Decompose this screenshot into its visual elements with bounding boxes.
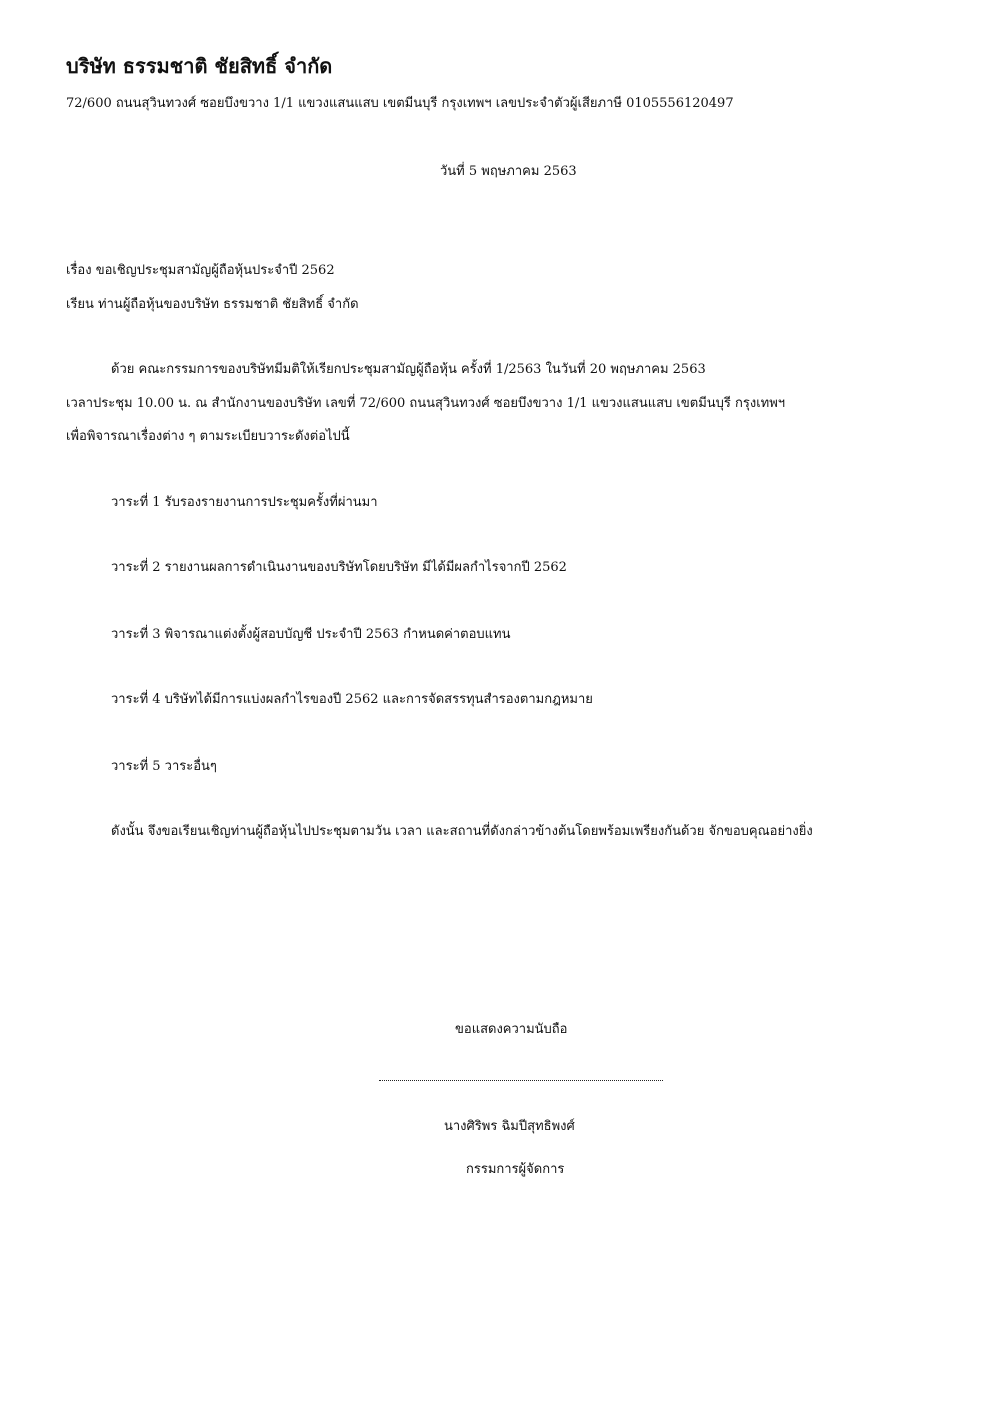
body-paragraph-line-3: เพื่อพิจารณาเรื่องต่าง ๆ ตามระเบียบวาระดังต่อไปนี้ [66, 429, 350, 444]
signer-title: กรรมการผู้จัดการ [466, 1162, 565, 1177]
agenda-item-5: วาระที่ 5 วาระอื่นๆ [111, 759, 217, 774]
body-paragraph-line-2: เวลาประชุม 10.00 น. ณ สำนักงานของบริษัท เลขที่ 72/600 ถนนสุวินทวงศ์ ซอยบึงขวาง 1/1 แขวงแสนแสบ เขตมีนบุรี กรุงเทพฯ [66, 396, 786, 411]
body-paragraph-line-1: ด้วย คณะกรรมการของบริษัทมีมติให้เรียกประชุมสามัญผู้ถือหุ้น ครั้งที่ 1/2563 ในวันที่ 20 พฤษภาคม 2563 [111, 362, 706, 377]
agenda-item-1: วาระที่ 1 รับรองรายงานการประชุมครั้งที่ผ่านมา [111, 495, 378, 510]
agenda-item-3: วาระที่ 3 พิจารณาแต่งตั้งผู้สอบบัญชี ประจำปี 2563 กำหนดค่าตอบแทน [111, 627, 511, 642]
letter-recipient: เรียน ท่านผู้ถือหุ้นของบริษัท ธรรมชาติ ชัยสิทธิ์ จำกัด [66, 297, 359, 312]
agenda-item-2: วาระที่ 2 รายงานผลการดำเนินงานของบริษัทโดยบริษัท มีได้มีผลกำไรจากปี 2562 [111, 560, 567, 575]
company-name: บริษัท ธรรมชาติ ชัยสิทธิ์ จำกัด [66, 54, 333, 78]
letter-date: วันที่ 5 พฤษภาคม 2563 [440, 164, 577, 179]
closing-paragraph: ดังนั้น จึงขอเรียนเชิญท่านผู้ถือหุ้นไปประชุมตามวัน เวลา และสถานที่ดังกล่าวข้างต้นโดยพร้อมเพรียงกันด้วย จักขอบคุณอย่างยิ่ง [111, 824, 813, 839]
agenda-item-4: วาระที่ 4 บริษัทได้มีการแบ่งผลกำไรของปี 2562 และการจัดสรรทุนสำรองตามกฎหมาย [111, 692, 593, 707]
signer-name: นางศิริพร ฉิมปีสุทธิพงศ์ [444, 1119, 575, 1134]
company-address: 72/600 ถนนสุวินทวงศ์ ซอยบึงขวาง 1/1 แขวงแสนแสบ เขตมีนบุรี กรุงเทพฯ เลขประจำตัวผู้เสียภาษี 0105556120497 [66, 96, 734, 111]
signature-line [379, 1080, 663, 1081]
regards-text: ขอแสดงความนับถือ [455, 1022, 568, 1037]
letter-subject: เรื่อง ขอเชิญประชุมสามัญผู้ถือหุ้นประจำปี 2562 [66, 263, 335, 278]
